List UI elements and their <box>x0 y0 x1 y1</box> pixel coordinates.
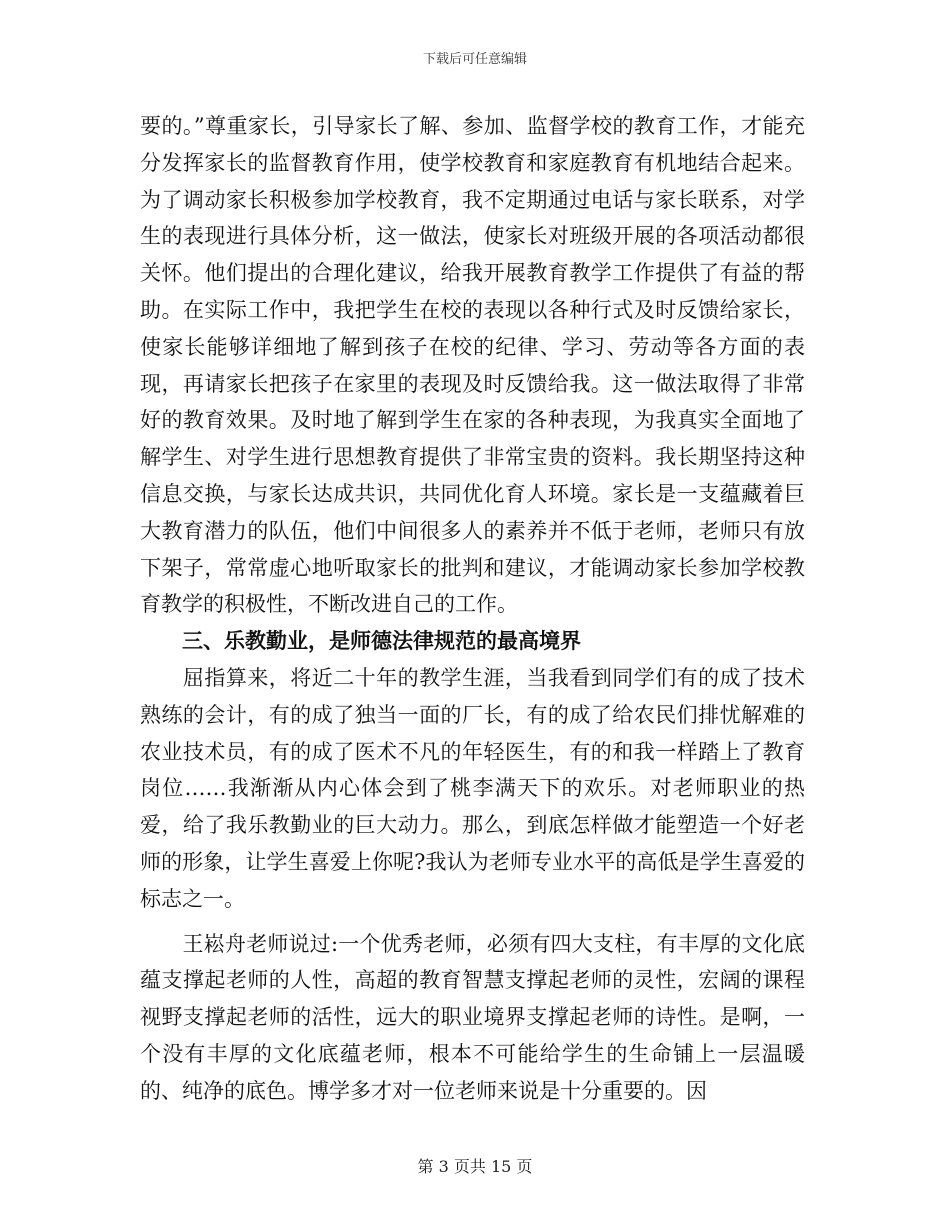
paragraph-gap <box>140 918 805 926</box>
section-heading-3: 三、乐教勤业，是师德法律规范的最高境界 <box>140 629 581 654</box>
page-header: 下载后可任意编辑 <box>422 52 527 67</box>
page-footer: 第 3 页共 15 页 <box>417 1157 533 1176</box>
paragraph-parent-cooperation: 要的。”尊重家长，引导家长了解、参加、监督学校的教育工作，才能充分发挥家长的监督教育作用，使学校教育和家庭教育有机地结合起来。为了调动家长积极参加学校教育，我不定期通过电话与家长联系，对学生的表现进行具体分析，这一做法，使家长对班级开展的各项活动都很关怀。他们提出的合理化建议，给我开展教育教学工作提供了有益的帮助。在实际工作中，我把学生在校的表现以各种行式及时反馈给家长，使家长能够详细地了解到孩子在校的纪律、学习、劳动等各方面的表现，再请家长把孩子在家里的表现及时反馈给我。这一做法取得了非常好的教育效果。及时地了解到学生在家的各种表现，为我真实全面地了解学生、对学生进行思想教育提供了非常宝贵的资料。我长期坚持这种信息交换，与家长达成共识，共同优化育人环境。家长是一支蕴藏着巨大教育潜力的队伍，他们中间很多人的素养并不低于老师，老师只有放下架子，常常虚心地听取家长的批判和建议，才能调动家长参加学校教育教学的积极性，不断改进自己的工作。 <box>140 114 805 617</box>
paragraph-teaching-career: 屈指算来，将近二十年的教学生涯，当我看到同学们有的成了技术熟练的会计，有的成了独当一面的厂长，有的成了给农民们排忧解难的农业技术员，有的成了医术不凡的年轻医生，有的和我一样踏上了教育岗位……我渐渐从内心体会到了桃李满天下的欢乐。对老师职业的热爱，给了我乐教勤业的巨大动力。那么，到底怎样做才能塑造一个好老师的形象，让学生喜爱上你呢?我认为老师专业水平的高低是学生喜爱的标志之一。 <box>140 665 805 911</box>
document-body <box>140 108 805 1110</box>
paragraph-wang-quote: 王崧舟老师说过:一个优秀老师，必须有四大支柱，有丰厚的文化底蕴支撑起老师的人性，高超的教育智慧支撑起老师的灵性，宏阔的课程视野支撑起老师的活性，远大的职业境界支撑起老师的诗性。是啊，一个没有丰厚的文化底蕴老师，根本不可能给学生的生命铺上一层温暖的、纯净的底色。博学多才对一位老师来说是十分重要的。因 <box>140 931 805 1103</box>
